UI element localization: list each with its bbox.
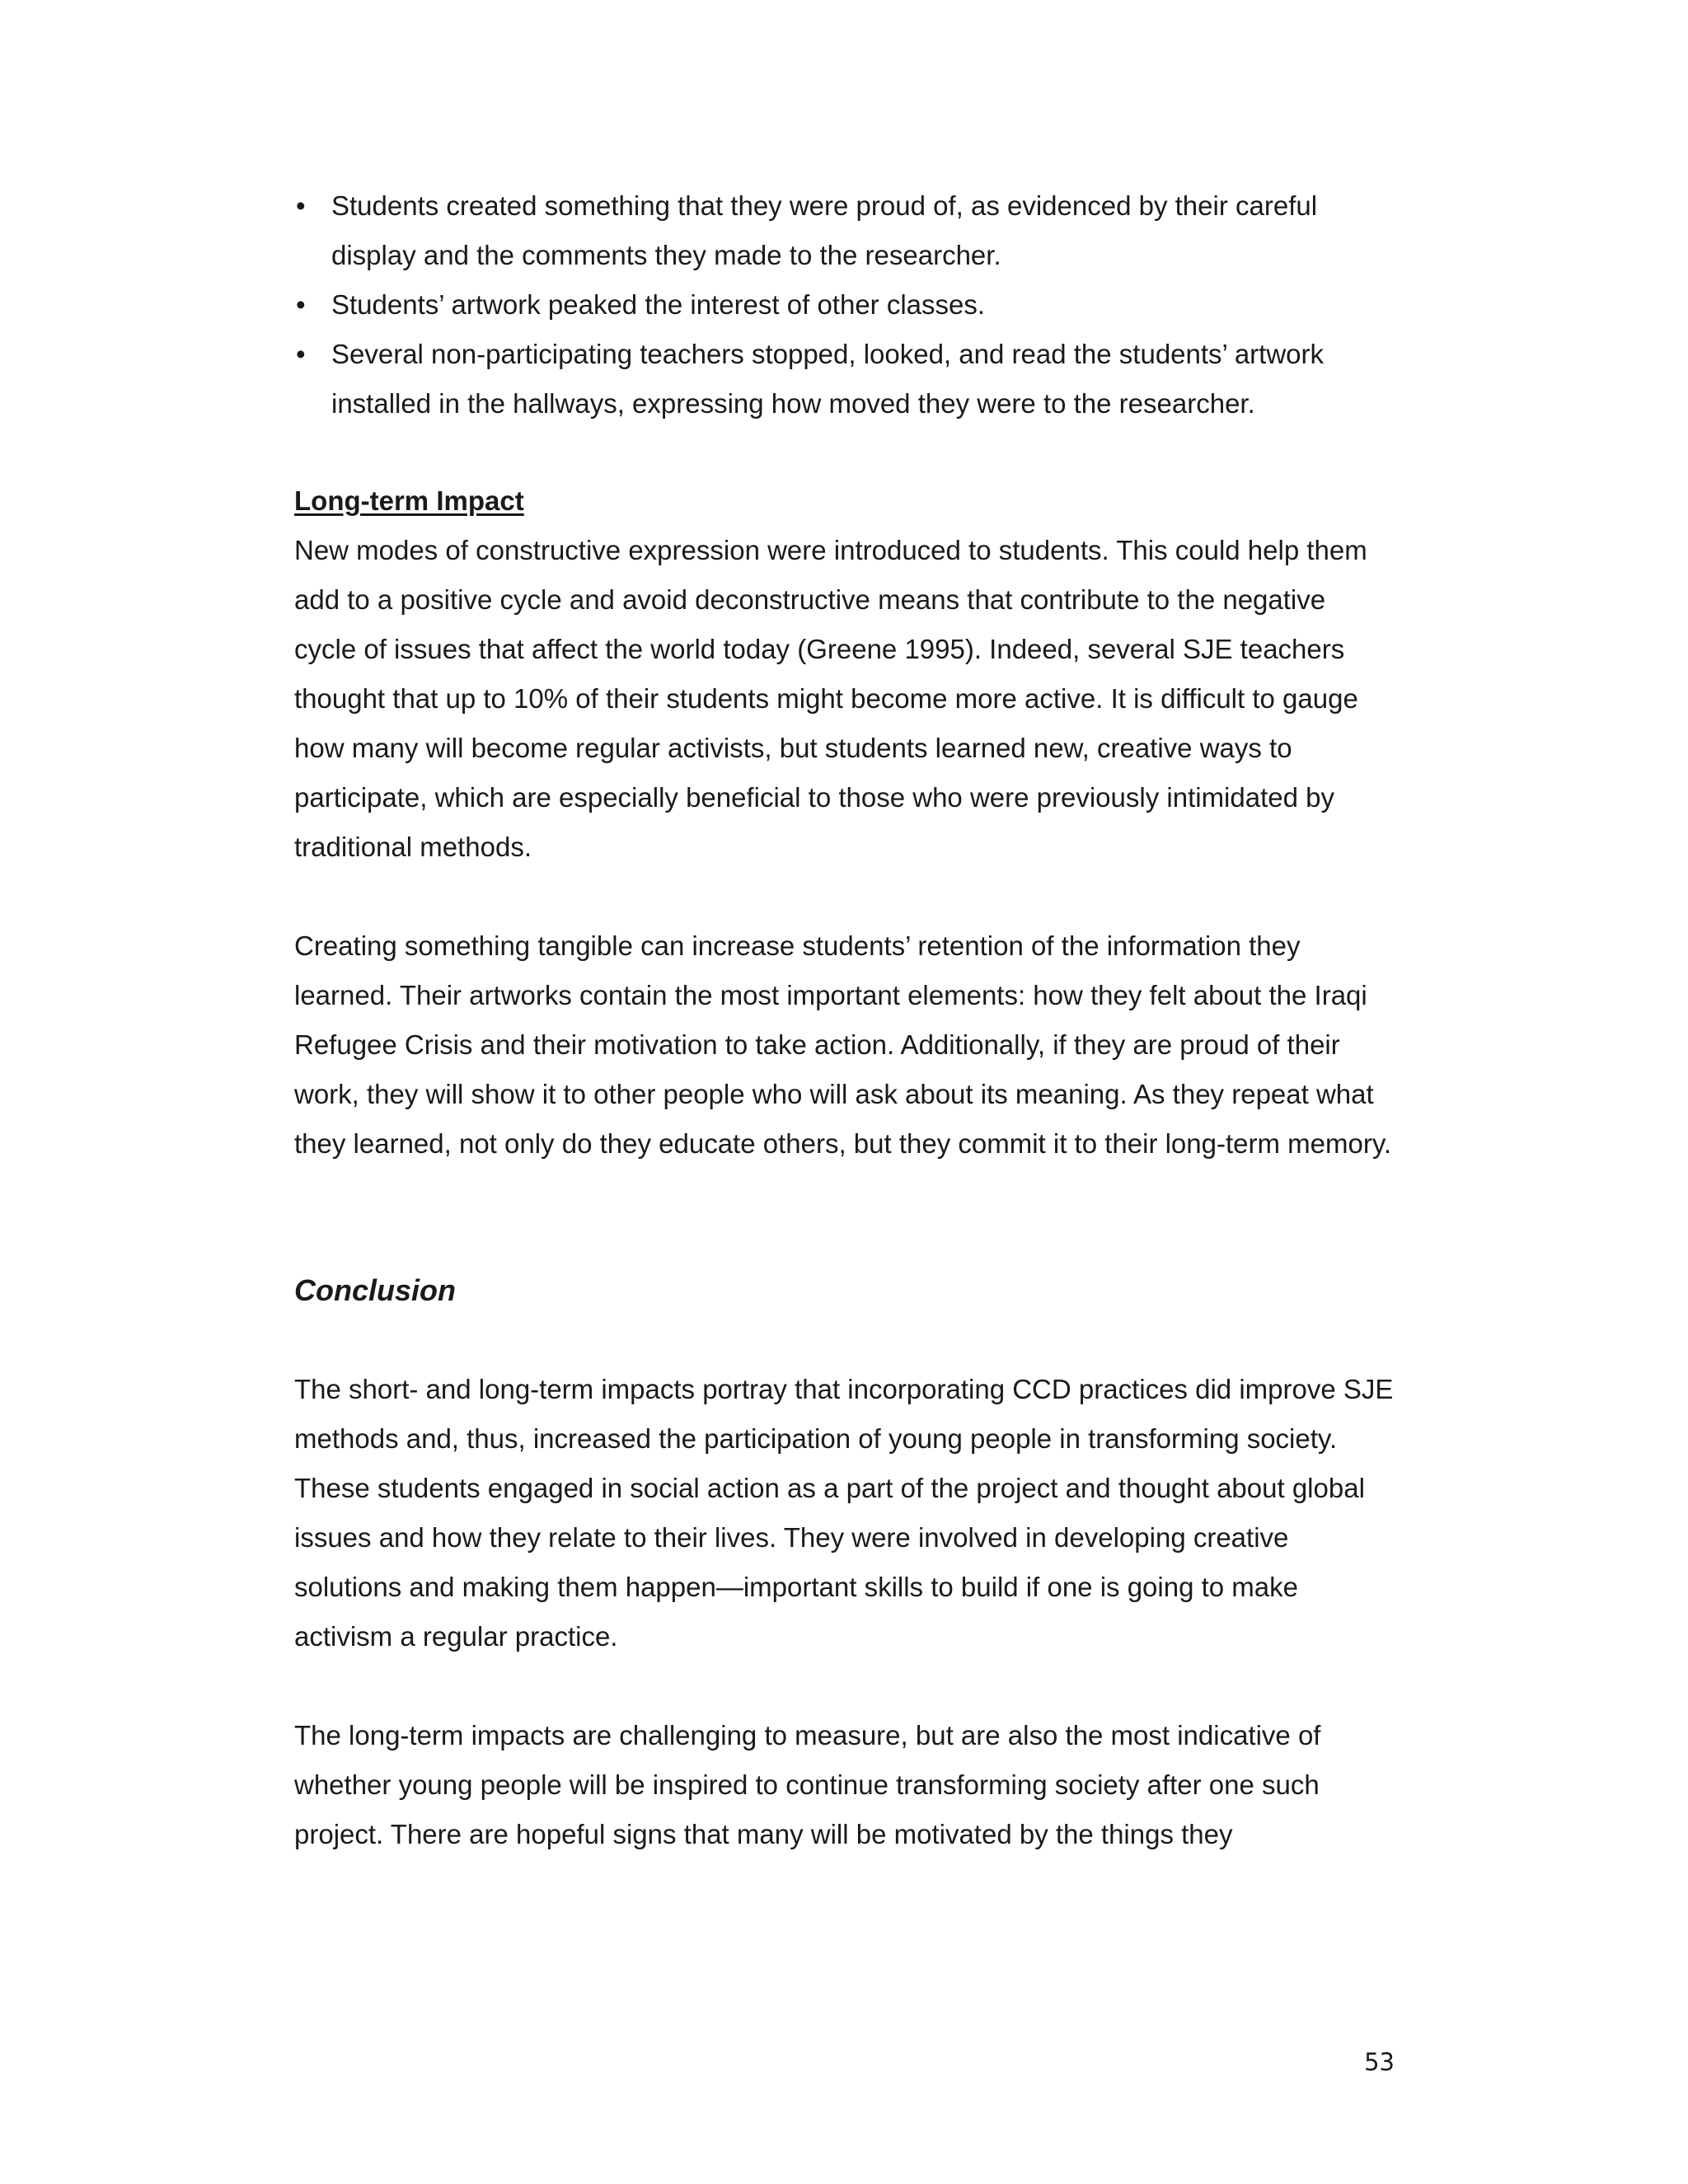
list-item [294,280,1395,330]
conclusion-paragraph-2: The long-term impacts are challenging to measure, but are also the most indicative of whether young people will be inspired to continue transforming society after one such project. There are hopeful signs that many will be motivated by the things they [294,1720,1321,1849]
spacer [294,1169,1395,1266]
conclusion-heading: Conclusion [294,1273,456,1307]
spacer [294,429,1395,476]
bullet-text: Students’ artwork peaked the interest of other classes. [331,289,986,320]
bullet-text: Students created something that they were proud of, as evidenced by their careful display and the comments they made to the researcher. [331,190,1318,270]
bullet-icon: • [296,190,306,221]
page-content [294,181,1395,1859]
page-number: 53 [1364,2048,1395,2076]
spacer [294,872,1395,921]
bullet-text: Several non-participating teachers stopped, looked, and read the students’ artwork installed in the hallways, expressing how moved they were to the researcher. [331,339,1325,419]
bullet-icon: • [296,339,306,369]
spacer [294,1661,1395,1711]
impact-bullet-list [294,181,1395,429]
list-item [294,330,1395,429]
spacer [294,1315,1395,1365]
conclusion-paragraph-1: The short- and long-term impacts portray that incorporating CCD practices did improve SJE methods and, thus, increased the participation of young people in transforming society. These students engaged in social action as a part of the project and thought about global issues and how they relate to their lives. They were involved in developing creative solutions and making them happen—important skills to build if one is going to make activism a regular practice. [294,1374,1394,1652]
bullet-icon: • [296,289,306,320]
longterm-impact-heading: Long-term Impact [294,485,524,516]
longterm-paragraph-1: New modes of constructive expression were introduced to students. This could help them add to a positive cycle and avoid deconstructive means that contribute to the negative cycle of issues that affect the world today (Greene 1995). Indeed, several SJE teachers thought that up to 10% of their students might become more active. It is difficult to gauge how many will become regular activists, but students learned new, creative ways to participate, which are especially beneficial to those who were previously intimidated by traditional methods. [294,535,1367,862]
list-item [294,181,1395,280]
longterm-paragraph-2: Creating something tangible can increase students’ retention of the information they learned. Their artworks contain the most important elements: how they felt about the Iraqi Refugee Crisis and their motivation to take action. Additionally, if they are proud of their work, they will show it to other people who will ask about its meaning. As they repeat what they learned, not only do they educate others, but they commit it to their long-term memory. [294,930,1392,1159]
